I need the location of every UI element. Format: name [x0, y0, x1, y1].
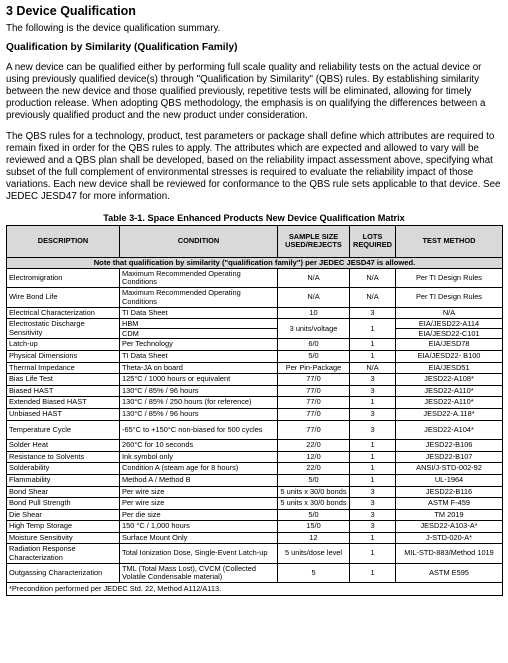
table-row [7, 563, 503, 583]
cell-method-line: EIA/JESD22-A114 [396, 319, 502, 329]
cell-test-method: JESD22-A108* [396, 374, 503, 386]
table-row [7, 385, 503, 397]
cell-description: Bond Pull Strength [7, 498, 120, 510]
table-row [7, 440, 503, 452]
section-title: 3 Device Qualification [6, 4, 136, 18]
cell-condition: Theta-JA on board [120, 362, 278, 374]
cell-sample-size: 15/0 [278, 521, 350, 533]
cell-lots: 3 [350, 385, 396, 397]
cell-test-method [396, 319, 503, 339]
table-row [7, 288, 503, 308]
table-row [7, 397, 503, 409]
table-header-row [7, 225, 503, 257]
cell-lots: 3 [350, 521, 396, 533]
cell-description: Unbiased HAST [7, 409, 120, 421]
cell-sample-size: 5 [278, 563, 350, 583]
cell-lots: N/A [350, 268, 396, 288]
cell-sample-size: 3 units/voltage [278, 319, 350, 339]
cell-description: Temperature Cycle [7, 420, 120, 440]
cell-test-method: ANSI/J-STD-002-92 [396, 463, 503, 475]
cell-description: Resistance to Solvents [7, 451, 120, 463]
table-footnote: *Precondition performed per JEDEC Std. 22, Method A112/A113. [7, 583, 503, 596]
cell-sample-size: 12/0 [278, 451, 350, 463]
cell-condition: 130°C / 85% / 96 hours [120, 385, 278, 397]
footnote-row [7, 583, 503, 596]
cell-lots: 3 [350, 374, 396, 386]
cell-condition: Per Technology [120, 339, 278, 351]
cell-lots: 1 [350, 463, 396, 475]
cell-sample-size: Per Pin-Package [278, 362, 350, 374]
cell-condition-line: CDM [122, 329, 139, 339]
cell-condition: Maximum Recommended Operating Conditions [120, 288, 278, 308]
cell-sample-size: 22/0 [278, 463, 350, 475]
cell-description: Electrical Characterization [7, 307, 120, 319]
cell-description: Solderability [7, 463, 120, 475]
table-head-group [7, 257, 503, 268]
cell-description: Biased HAST [7, 385, 120, 397]
cell-sample-size: 22/0 [278, 440, 350, 452]
cell-lots: 1 [350, 397, 396, 409]
subheading: Qualification by Similarity (Qualification Family) [6, 41, 238, 53]
table-row [7, 451, 503, 463]
cell-sample-size: N/A [278, 268, 350, 288]
cell-condition: Condition A (steam age for 8 hours) [120, 463, 278, 475]
cell-lots: 1 [350, 319, 396, 339]
cell-test-method: JESD22-A110* [396, 385, 503, 397]
cell-sample-size: 5 units x 30/0 bonds [278, 498, 350, 510]
cell-description: High Temp Storage [7, 521, 120, 533]
cell-lots: 3 [350, 498, 396, 510]
cell-description: Thermal Impedance [7, 362, 120, 374]
cell-sample-size: 10 [278, 307, 350, 319]
cell-description: Moisture Sensitivity [7, 532, 120, 544]
table-row [7, 474, 503, 486]
cell-condition: Per wire size [120, 498, 278, 510]
cell-lots: 3 [350, 509, 396, 521]
header-lots-required: LOTS REQUIRED [350, 225, 396, 257]
table-row [7, 307, 503, 319]
cell-description: Electrostatic Discharge Sensitivity [7, 319, 120, 339]
table-row [7, 463, 503, 475]
table-row [7, 319, 503, 339]
header-test-method: TEST METHOD [396, 225, 503, 257]
cell-description: Flammability [7, 474, 120, 486]
cell-description: Latch-up [7, 339, 120, 351]
cell-condition: TML (Total Mass Lost), CVCM (Collected Volatile Condensable material) [120, 563, 278, 583]
cell-test-method: ASTM F-459 [396, 498, 503, 510]
cell-lots: 3 [350, 409, 396, 421]
table-row [7, 544, 503, 564]
cell-description: Die Shear [7, 509, 120, 521]
cell-lots: N/A [350, 362, 396, 374]
cell-condition: Total Ionization Dose, Single-Event Latch-up [120, 544, 278, 564]
table-row [7, 351, 503, 363]
cell-sample-size: 5/0 [278, 351, 350, 363]
header-description: DESCRIPTION [7, 225, 120, 257]
cell-condition: 125°C / 1000 hours or equivalent [120, 374, 278, 386]
cell-condition [120, 319, 278, 339]
paragraph-qbs-overview: A new device can be qualified either by performing full scale quality and reliability tests on the actual device or using previously qualified device(s) through "Qualification by Similarity" (QBS) rules. By establishing similarity between the new device and those qualified previously, repetitive tests will be eliminated, allowing for timely production release. When adopting QBS methodology, the emphasis is on qualifying the differences between a previously qualified product and the new product under consideration. [6, 61, 486, 121]
header-condition: CONDITION [120, 225, 278, 257]
cell-method-line: EIA/JESD22-C101 [418, 329, 480, 339]
table-row [7, 486, 503, 498]
cell-condition: TI Data Sheet [120, 307, 278, 319]
cell-description: Extended Biased HAST [7, 397, 120, 409]
cell-test-method: Per TI Design Rules [396, 268, 503, 288]
cell-condition: 150 °C / 1,000 hours [120, 521, 278, 533]
cell-test-method: JESD22-B106 [396, 440, 503, 452]
cell-lots: 1 [350, 351, 396, 363]
cell-sample-size: 77/0 [278, 374, 350, 386]
cell-condition-line: HBM [120, 319, 277, 329]
cell-description: Physical Dimensions [7, 351, 120, 363]
table-row [7, 498, 503, 510]
cell-sample-size: 77/0 [278, 420, 350, 440]
cell-condition: 130°C / 85% / 96 hours [120, 409, 278, 421]
table-body [7, 268, 503, 583]
cell-test-method: J-STD-020-A* [396, 532, 503, 544]
cell-test-method: MIL-STD-883/Method 1019 [396, 544, 503, 564]
cell-description: Bias Life Test [7, 374, 120, 386]
cell-lots: 1 [350, 563, 396, 583]
cell-lots: 3 [350, 486, 396, 498]
header-sample-size: SAMPLE SIZE USED/REJECTS [278, 225, 350, 257]
cell-lots: 1 [350, 474, 396, 486]
cell-lots: N/A [350, 288, 396, 308]
cell-lots: 1 [350, 440, 396, 452]
table-row [7, 409, 503, 421]
cell-condition: Maximum Recommended Operating Conditions [120, 268, 278, 288]
cell-test-method: Per TI Design Rules [396, 288, 503, 308]
cell-test-method: JESD22-B116 [396, 486, 503, 498]
cell-sample-size: N/A [278, 288, 350, 308]
table-row [7, 268, 503, 288]
cell-lots: 1 [350, 544, 396, 564]
cell-description: Electromigration [7, 268, 120, 288]
cell-sample-size: 5/0 [278, 474, 350, 486]
cell-condition: 130°C / 85% / 250 hours (for reference) [120, 397, 278, 409]
cell-condition: Per die size [120, 509, 278, 521]
cell-description: Solder Heat [7, 440, 120, 452]
table-row [7, 374, 503, 386]
cell-lots: 3 [350, 307, 396, 319]
cell-sample-size: 77/0 [278, 385, 350, 397]
cell-test-method: UL-1964 [396, 474, 503, 486]
cell-sample-size: 77/0 [278, 397, 350, 409]
intro-text: The following is the device qualification summary. [6, 23, 221, 34]
table-row [7, 521, 503, 533]
cell-sample-size: 77/0 [278, 409, 350, 421]
cell-lots: 1 [350, 451, 396, 463]
cell-description: Bond Shear [7, 486, 120, 498]
cell-test-method: N/A [396, 307, 503, 319]
cell-sample-size: 5 units x 30/0 bonds [278, 486, 350, 498]
table-row [7, 420, 503, 440]
cell-test-method: JESD22-A.118* [396, 409, 503, 421]
cell-test-method: JESD22-A103-A* [396, 521, 503, 533]
cell-condition: Surface Mount Only [120, 532, 278, 544]
cell-condition: 260°C for 10 seconds [120, 440, 278, 452]
table-row [7, 362, 503, 374]
table-note: Note that qualification by similarity ("qualification family") per JEDEC JESD47 is allowed. [7, 257, 503, 268]
cell-test-method: JESD22-A104* [396, 420, 503, 440]
cell-test-method: JESD22-B107 [396, 451, 503, 463]
cell-sample-size: 12 [278, 532, 350, 544]
cell-test-method: ASTM E595 [396, 563, 503, 583]
cell-lots: 1 [350, 339, 396, 351]
cell-condition: TI Data Sheet [120, 351, 278, 363]
table-row [7, 339, 503, 351]
cell-lots: 3 [350, 420, 396, 440]
cell-condition: -65°C to +150°C non-biased for 500 cycles [120, 420, 278, 440]
cell-sample-size: 5/0 [278, 509, 350, 521]
cell-condition: Method A / Method B [120, 474, 278, 486]
cell-test-method: EIA/JESD78 [396, 339, 503, 351]
table-note-row [7, 257, 503, 268]
table-caption: Table 3-1. Space Enhanced Products New Device Qualification Matrix [103, 212, 405, 223]
cell-condition: Ink symbol only [120, 451, 278, 463]
table-row [7, 509, 503, 521]
cell-condition: Per wire size [120, 486, 278, 498]
cell-test-method: JESD22-A110* [396, 397, 503, 409]
cell-sample-size: 6/0 [278, 339, 350, 351]
cell-test-method: TM 2019 [396, 509, 503, 521]
cell-lots: 1 [350, 532, 396, 544]
cell-description: Wire Bond Life [7, 288, 120, 308]
paragraph-qbs-rules: The QBS rules for a technology, product, test parameters or package shall define which attributes are required to remain fixed in order for the QBS rules to apply. The attributes which are expected and allowed to vary will be reviewed and a QBS plan shall be developed, based on the reliability impact assessment above, specifying what subset of the full complement of environmental stresses is required to evaluate the reliability impact of those variations. Each new device shall be reviewed for conformance to the QBS rule sets applicable to that device. See JEDEC JESD47 for more information. [6, 131, 501, 202]
cell-description: Outgassing Characterization [7, 563, 120, 583]
cell-sample-size: 5 units/dose level [278, 544, 350, 564]
table-row [7, 532, 503, 544]
cell-description: Radiation Response Characterization [7, 544, 120, 564]
qualification-matrix-table [6, 225, 503, 597]
cell-test-method: EIA/JESD22- B100 [396, 351, 503, 363]
cell-test-method: EIA/JESD51 [396, 362, 503, 374]
